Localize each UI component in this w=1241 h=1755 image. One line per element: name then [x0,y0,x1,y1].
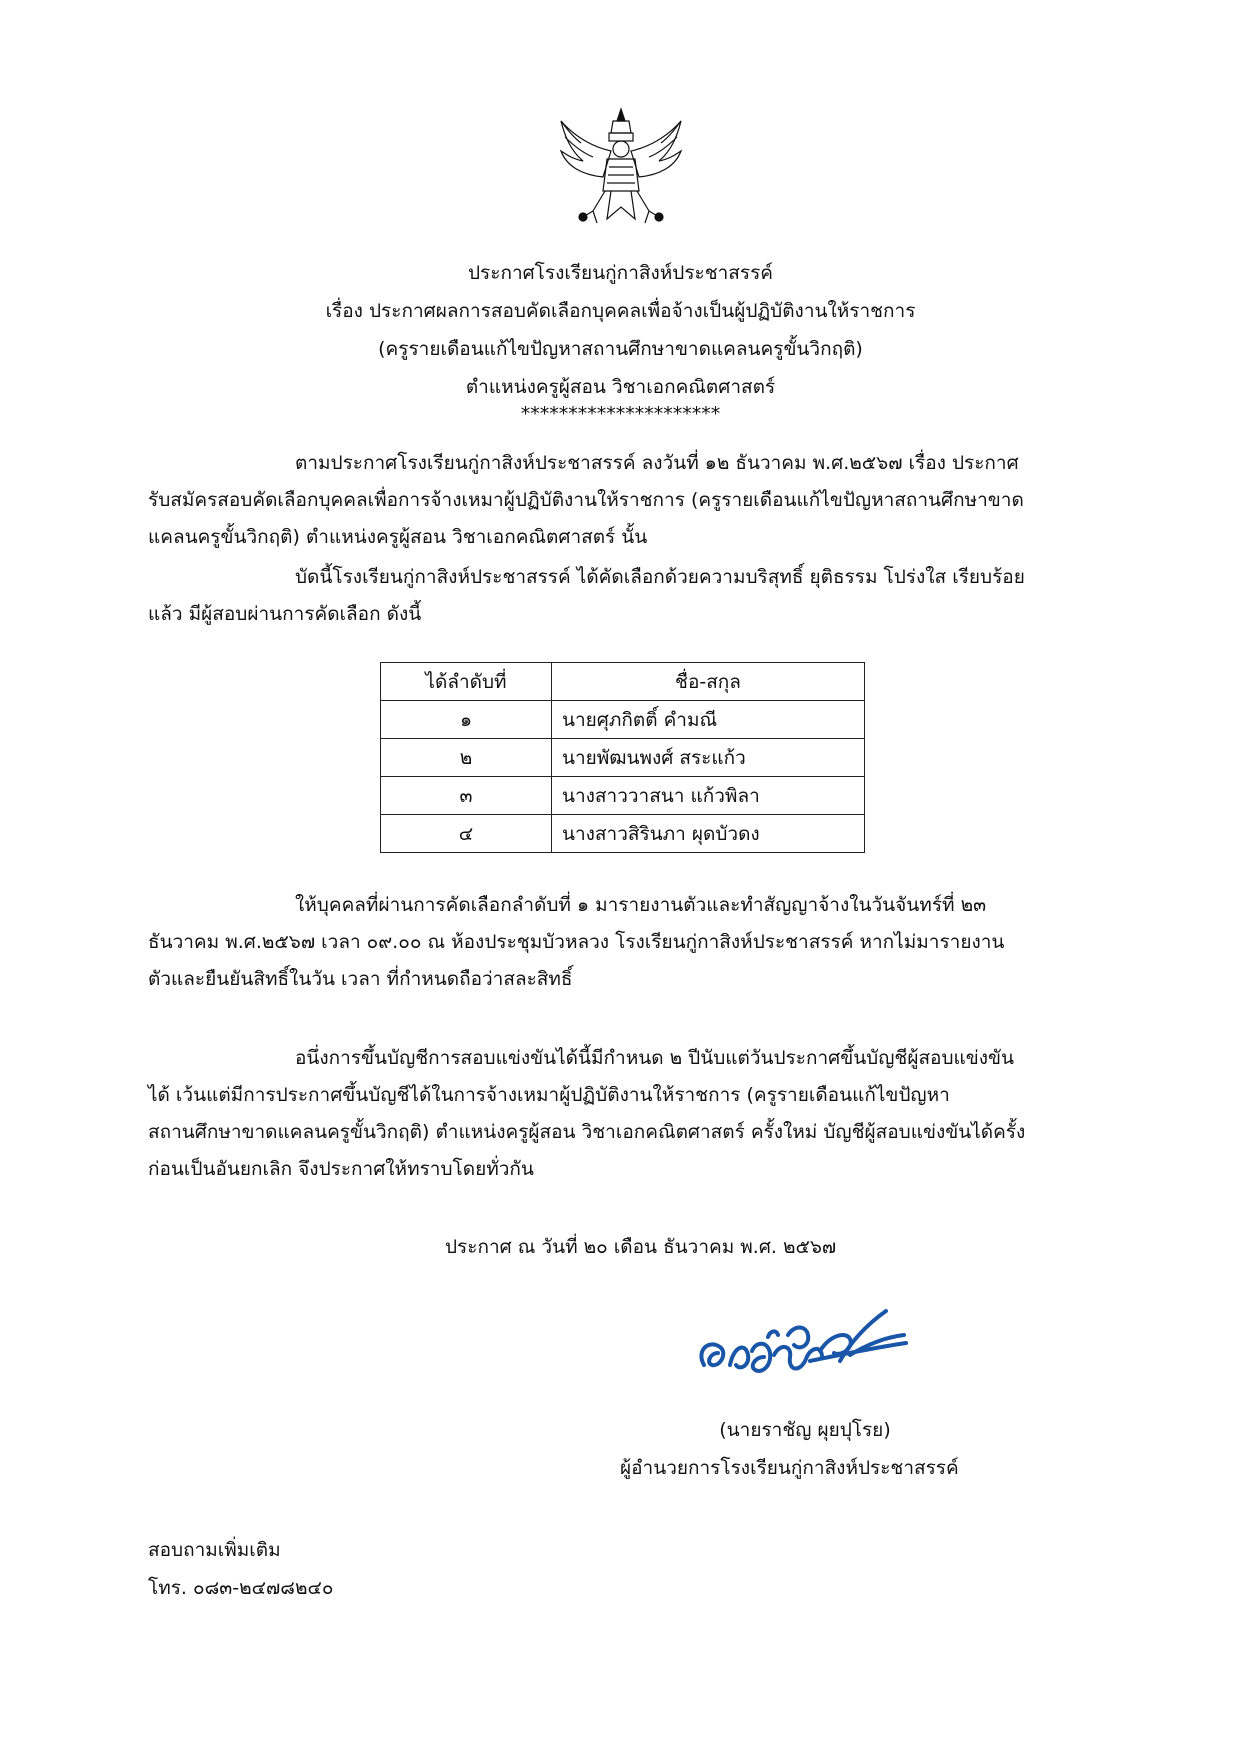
announcement-date: ประกาศ ณ วันที่ ๒๐ เดือน ธันวาคม พ.ศ. ๒๕๖๗ [445,1236,837,1258]
paragraph-line: แล้ว มีผู้สอบผ่านการคัดเลือก ดังนี้ [148,603,422,625]
signatory-title: ผู้อำนวยการโรงเรียนกู่กาสิงห์ประชาสรรค์ [620,1457,959,1479]
rank-cell: ๔ [381,815,552,853]
table-row [381,701,865,739]
selected-paragraph [148,559,1078,633]
name-cell: นางสาววาสนา แก้วพิลา [552,777,865,815]
paragraph-line: ก่อนเป็นอันยกเลิก จึงประกาศให้ทราบโดยทั่วกัน [148,1158,534,1180]
signature [690,1295,940,1395]
rank-cell: ๓ [381,777,552,815]
results-table [380,662,865,853]
signatory-name: (นายราชัญ ผุยปุโรย) [719,1419,891,1441]
table-row [381,777,865,815]
paragraph-line: ธันวาคม พ.ศ.๒๕๖๗ เวลา ๐๙.๐๐ ณ ห้องประชุมบัวหลวง โรงเรียนกู่กาสิงห์ประชาสรรค์ หากไม่มารายงาน [148,931,1005,953]
column-header-name: ชื่อ-สกุล [552,663,865,701]
name-cell: นายศุภกิตติ์ คำมณี [552,701,865,739]
name-cell: นายพัฒนพงศ์ สระแก้ว [552,739,865,777]
garuda-emblem-icon [553,107,689,231]
separator: ********************* [520,403,721,425]
document-subject: เรื่อง ประกาศผลการสอบคัดเลือกบุคคลเพื่อจ้างเป็นผู้ปฏิบัติงานให้ราชการ [325,300,916,322]
column-header-rank: ได้ลำดับที่ [381,663,552,701]
paragraph-line: อนึ่งการขึ้นบัญชีการสอบแข่งขันได้นี้มีกำหนด ๒ ปีนับแต่วันประกาศขึ้นบัญชีผู้สอบแข่งขัน [295,1047,1015,1069]
position-line: ตำแหน่งครูผู้สอน วิชาเอกคณิตศาสตร์ [465,376,776,398]
rank-cell: ๑ [381,701,552,739]
document-subtitle: (ครูรายเดือนแก้ไขปัญหาสถานศึกษาขาดแคลนครูขั้นวิกฤติ) [378,338,863,360]
report-paragraph [148,887,1078,998]
table-header-row [381,663,865,701]
paragraph-line: แคลนครูขั้นวิกฤติ) ตำแหน่งครูผู้สอน วิชาเอกคณิตศาสตร์ นั้น [148,526,648,548]
contact-phone: โทร. ๐๘๓-๒๔๗๘๒๔๐ [148,1577,334,1599]
name-cell: นางสาวสิรินภา ผุดบัวดง [552,815,865,853]
paragraph-line: ตามประกาศโรงเรียนกู่กาสิงห์ประชาสรรค์ ลงวันที่ ๑๒ ธันวาคม พ.ศ.๒๕๖๗ เรื่อง ประกาศ [295,452,1019,474]
table-row [381,815,865,853]
document-title: ประกาศโรงเรียนกู่กาสิงห์ประชาสรรค์ [467,262,774,284]
rank-cell: ๒ [381,739,552,777]
paragraph-line: ตัวและยืนยันสิทธิ์ในวัน เวลา ที่กำหนดถือว่าสละสิทธิ์ [148,968,573,990]
paragraph-line: บัดนี้โรงเรียนกู่กาสิงห์ประชาสรรค์ ได้คัดเลือกด้วยความบริสุทธิ์ ยุติธรรม โปร่งใส เรียบร้อย [295,566,1025,588]
paragraph-line: สถานศึกษาขาดแคลนครูขั้นวิกฤติ) ตำแหน่งครูผู้สอน วิชาเอกคณิตศาสตร์ ครั้งใหม่ บัญชีผู้สอบแข่งขันได้ครั้ง [148,1121,1026,1143]
paragraph-line: รับสมัครสอบคัดเลือกบุคคลเพื่อการจ้างเหมาผู้ปฏิบัติงานให้ราชการ (ครูรายเดือนแก้ไขปัญหาสถานศึกษาขาด [148,489,1024,511]
intro-paragraph [148,445,1078,556]
contact-label: สอบถามเพิ่มเติม [148,1539,281,1561]
validity-paragraph [148,1040,1078,1188]
paragraph-line: ได้ เว้นแต่มีการประกาศขึ้นบัญชีได้ในการจ้างเหมาผู้ปฏิบัติงานให้ราชการ (ครูรายเดือนแก้ไขปัญหา [148,1084,950,1106]
paragraph-line: ให้บุคคลที่ผ่านการคัดเลือกลำดับที่ ๑ มารายงานตัวและทำสัญญาจ้างในวันจันทร์ที่ ๒๓ [295,894,987,916]
table-row [381,739,865,777]
